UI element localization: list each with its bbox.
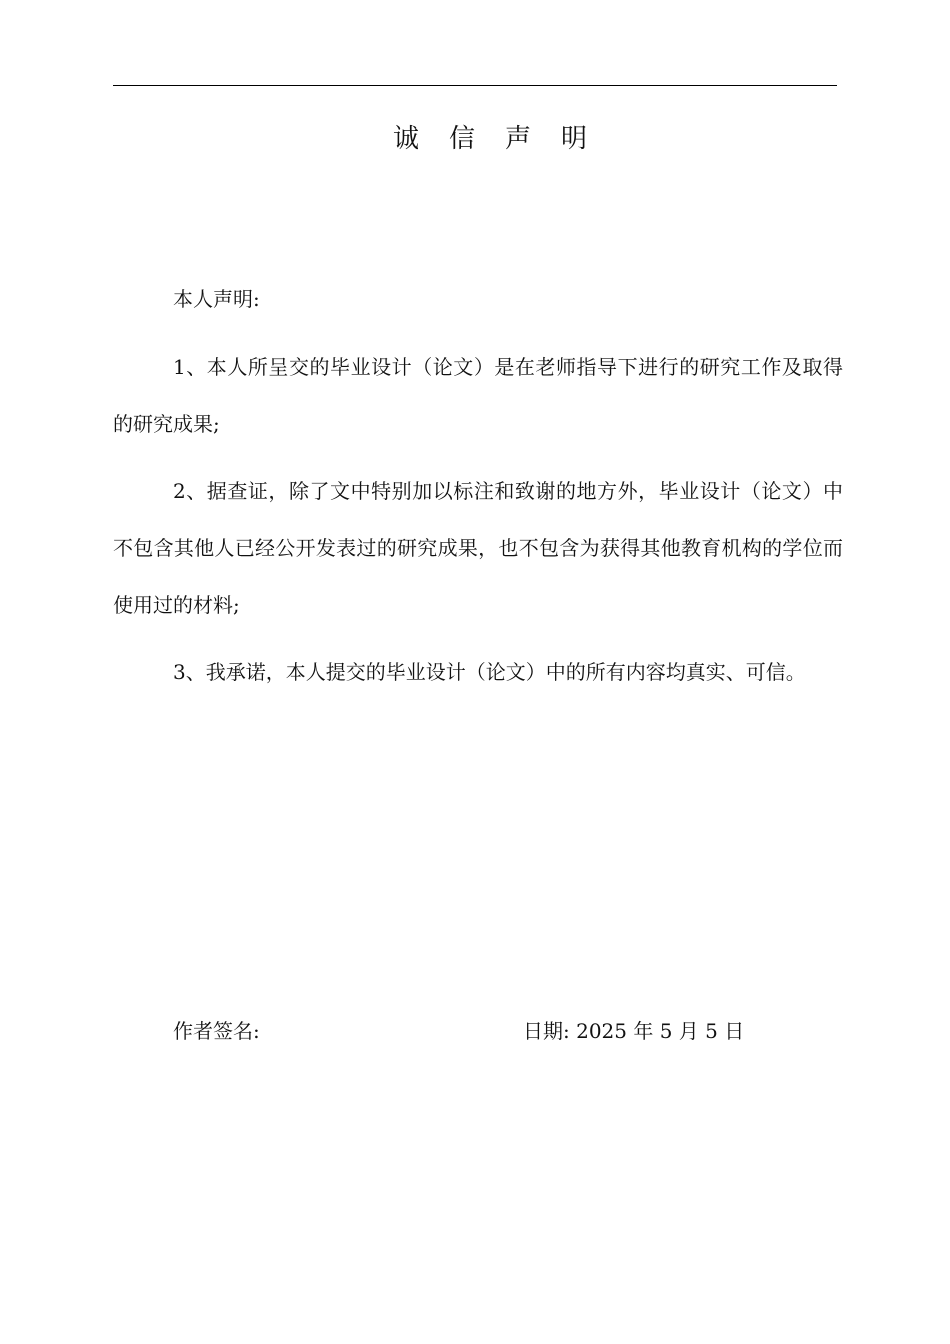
document-title: 诚信声明	[392, 124, 617, 154]
author-signature-label: 作者签名:	[173, 1019, 260, 1043]
date-label: 日期: 2025 年 5 月 5 日	[523, 1019, 745, 1043]
signature-row	[173, 1003, 813, 1060]
declaration-item-3: 3、我承诺，本人提交的毕业设计（论文）中的所有内容均真实、可信。	[173, 660, 806, 684]
header-rule	[113, 85, 837, 86]
declaration-intro: 本人声明:	[173, 287, 260, 311]
declaration-item-2: 2、据查证，除了文中特别加以标注和致谢的地方外，毕业设计（论文）中不包含其他人已经公开发表过的研究成果，也不包含为获得其他教育机构的学位而使用过的材料;	[113, 479, 843, 617]
declaration-item-1: 1、本人所呈交的毕业设计（论文）是在老师指导下进行的研究工作及取得的研究成果;	[113, 355, 843, 436]
